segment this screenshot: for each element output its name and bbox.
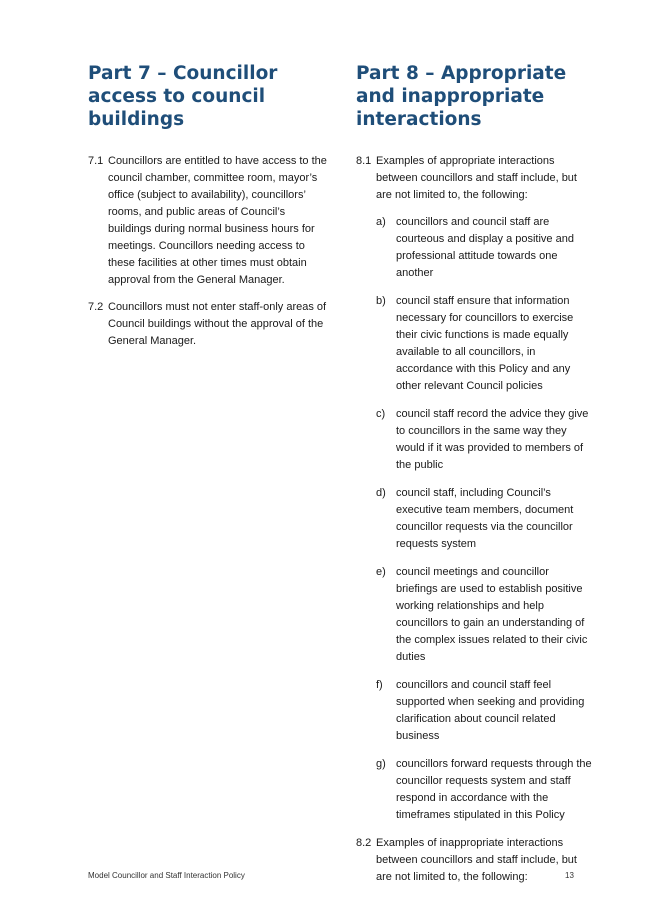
right-column [356,62,592,896]
clause-8-2 [356,835,592,886]
item-text: council meetings and councillor briefings are used to establish positive working relationships and help councillors to gain an understanding of the complex issues related to their civic duties [396,566,588,663]
item-text: council staff, including Council’s executive team members, document councillor requests via the councillor requests system [396,487,574,550]
clause-text: Examples of appropriate interactions between councillors and staff include, but are not limited to, the following: [376,155,577,201]
item-text: councillors and council staff feel supported when seeking and providing clarification about council related business [396,679,585,742]
clause-text: Examples of inappropriate interactions between councillors and staff include, but are not limited to, the following: [376,837,577,883]
footer-title: Model Councillor and Staff Interaction Policy [88,871,245,880]
clause-8-1 [356,153,592,824]
clause-text: Councillors are entitled to have access to the council chamber, committee room, mayor’s office (subject to availability), councillors’ rooms, and public areas of Council’s buildings during normal business hours for meetings. Councillors needing access to these facilities at other times must obtain approval from the General Manager. [108,155,327,286]
item-letter: b) [376,295,386,307]
clause-number: 8.1 [356,155,372,167]
clause-7-2 [88,299,328,350]
appropriate-interactions-list [376,214,592,824]
item-letter: g) [376,758,386,770]
clause-7-1 [88,153,328,289]
list-item [376,293,592,395]
list-item [376,406,592,474]
page-number: 13 [565,871,574,880]
item-letter: f) [376,679,383,691]
item-text: councillors forward requests through the councillor requests system and staff respond in accordance with the timeframes stipulated in this Policy [396,758,592,821]
item-text: council staff record the advice they give to councillors in the same way they would if it was provided to members of the public [396,408,589,471]
clause-number: 7.1 [88,155,104,167]
item-letter: d) [376,487,386,499]
item-letter: e) [376,566,386,578]
item-letter: a) [376,216,386,228]
part8-heading: Part 8 – Appropriate and inappropriate interactions [356,63,567,130]
list-item [376,564,592,666]
list-item [376,677,592,745]
list-item [376,214,592,282]
part7-heading: Part 7 – Councillor access to council buildings [88,63,278,130]
list-item [376,756,592,824]
clause-number: 7.2 [88,301,104,313]
list-item [376,485,592,553]
clause-number: 8.2 [356,837,372,849]
clause-text: Councillors must not enter staff-only areas of Council buildings without the approval of the General Manager. [108,301,327,347]
item-text: councillors and council staff are courteous and display a positive and professional attitude towards one another [396,216,574,279]
item-letter: c) [376,408,386,420]
item-text: council staff ensure that information necessary for councillors to exercise their civic functions is made equally available to all councillors, in accordance with this Policy and any other relevant Council policies [396,295,574,392]
left-column [88,62,328,360]
